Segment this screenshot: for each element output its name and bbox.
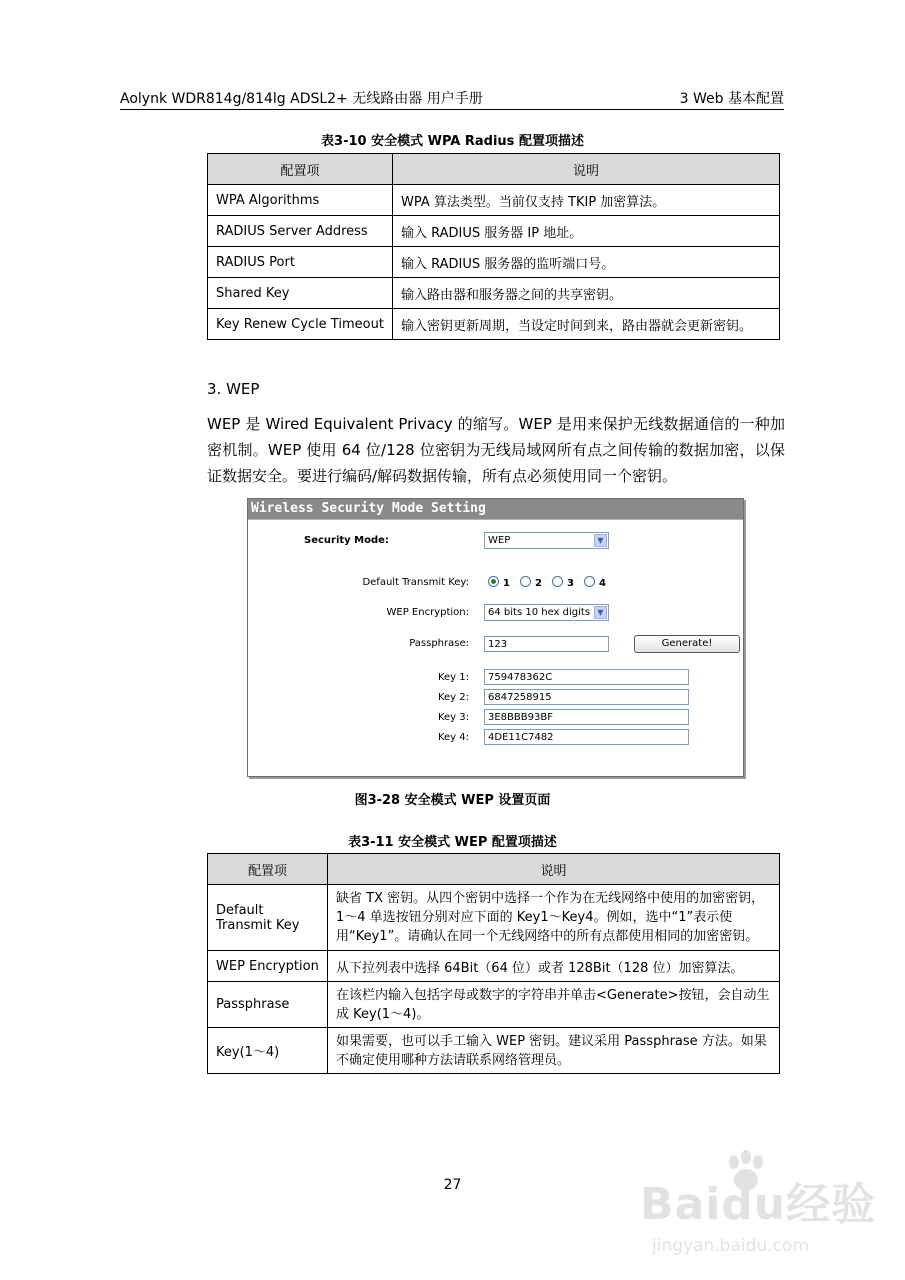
table2-caption: 表3-11 安全模式 WEP 配置项描述 (348, 835, 557, 850)
table-header-row (208, 854, 780, 885)
table-row (208, 1028, 780, 1074)
table-header-cell: 说明 (328, 854, 780, 885)
key2-label: Key 2: (437, 692, 469, 703)
table-cell: RADIUS Port (208, 247, 393, 278)
table-header-cell: 配置项 (208, 854, 328, 885)
table-header-cell: 说明 (393, 154, 780, 185)
section-title: 3. WEP (207, 380, 260, 398)
table-cell: Key Renew Cycle Timeout (208, 309, 393, 340)
table-cell: 输入 RADIUS 服务器 IP 地址。 (393, 216, 780, 247)
table2 (207, 853, 780, 1074)
table-cell: Key(1～4) (208, 1028, 328, 1074)
figure-caption: 图3-28 安全模式 WEP 设置页面 (354, 793, 551, 808)
table-row (208, 216, 780, 247)
table-cell: 输入密钥更新周期，当设定时间到来，路由器就会更新密钥。 (393, 309, 780, 340)
table-row (208, 247, 780, 278)
table-cell: 输入路由器和服务器之间的共享密钥。 (393, 278, 780, 309)
radio-label: 1 (503, 578, 510, 589)
security-mode-value: WEP (488, 535, 511, 546)
key2-input[interactable]: 6847258915 (484, 689, 689, 705)
table-cell: WPA Algorithms (208, 185, 393, 216)
table-cell: RADIUS Server Address (208, 216, 393, 247)
wep-encryption-value: 64 bits 10 hex digits (488, 607, 591, 618)
panel-divider (248, 519, 743, 520)
chevron-down-icon: ▼ (594, 534, 607, 547)
table-cell: Default Transmit Key (208, 885, 328, 951)
key3-input[interactable]: 3E8BBB93BF (484, 709, 689, 725)
generate-button[interactable]: Generate! (634, 635, 740, 653)
table-row (208, 309, 780, 340)
radio-label: 4 (599, 578, 606, 589)
table-row (208, 885, 780, 951)
radio-icon (520, 576, 531, 587)
table-row (208, 951, 780, 982)
key4-label: Key 4: (437, 732, 469, 743)
section-paragraph: WEP 是 Wired Equivalent Privacy 的缩写。WEP 是用来保护无线数据通信的一种加密机制。WEP 使用 64 位/128 位密钥为无线局域网所有点之间传输的数据加密，以保证数据安全。要进行编码/解码数据传输，所有点必须使用同一个密钥。 (207, 415, 785, 485)
header-divider (120, 109, 784, 110)
radio-label: 2 (535, 578, 542, 589)
key4-input[interactable]: 4DE11C7482 (484, 729, 689, 745)
table-cell: Passphrase (208, 982, 328, 1028)
key3-label: Key 3: (437, 712, 469, 723)
table-cell: 输入 RADIUS 服务器的监听端口号。 (393, 247, 780, 278)
radio-icon (552, 576, 563, 587)
wep-encryption-label: WEP Encryption: (386, 607, 469, 618)
security-mode-select[interactable] (484, 532, 609, 549)
table-cell: 缺省 TX 密钥。从四个密钥中选择一个作为在无线网络中使用的加密密钥，1～4 单选按钮分别对应下面的 Key1～Key4。例如，选中“1”表示使用“Key1”。请确认在同一个无线网络中的所有点都使用相同的加密密钥。 (328, 885, 780, 951)
default-key-radio-2[interactable] (520, 576, 542, 589)
panel-title: Wireless Security Mode Setting (248, 499, 743, 519)
radio-selected-icon (488, 576, 499, 587)
watermark-url: jingyan.baidu.com (652, 1236, 809, 1256)
key1-label: Key 1: (437, 672, 469, 683)
watermark-logo: Baidu经验 (640, 1179, 877, 1230)
table-cell: 如果需要，也可以手工输入 WEP 密钥。建议采用 Passphrase 方法。如果不确定使用哪种方法请联系网络管理员。 (328, 1028, 780, 1074)
table1-caption: 表3-10 安全模式 WPA Radius 配置项描述 (321, 134, 584, 149)
table-cell: 在该栏内输入包括字母或数字的字符串并单击<Generate>按钮，会自动生成 Key(1～4)。 (328, 982, 780, 1028)
baidu-jingyan-watermark (640, 1150, 877, 1270)
wep-encryption-select[interactable] (484, 604, 609, 621)
security-mode-label: Security Mode: (304, 535, 389, 546)
table-cell: WEP Encryption (208, 951, 328, 982)
radio-label: 3 (567, 578, 574, 589)
table-row (208, 278, 780, 309)
table-header-row (208, 154, 780, 185)
table-cell: Shared Key (208, 278, 393, 309)
table1 (207, 153, 780, 340)
default-key-label: Default Transmit Key: (362, 577, 469, 588)
passphrase-input[interactable]: 123 (484, 636, 609, 652)
wep-settings-screenshot (247, 498, 744, 777)
table-header-cell: 配置项 (208, 154, 393, 185)
page-number: 27 (443, 1177, 462, 1193)
default-key-radio-1[interactable] (488, 576, 510, 589)
header-chapter: 3 Web 基本配置 (679, 91, 784, 107)
passphrase-label: Passphrase: (409, 638, 469, 649)
table-cell: 从下拉列表中选择 64Bit（64 位）或者 128Bit（128 位）加密算法。 (328, 951, 780, 982)
chevron-down-icon: ▼ (594, 606, 607, 619)
table-cell: WPA 算法类型。当前仅支持 TKIP 加密算法。 (393, 185, 780, 216)
default-key-radio-4[interactable] (584, 576, 606, 589)
key1-input[interactable]: 759478362C (484, 669, 689, 685)
table-row (208, 982, 780, 1028)
table-row (208, 185, 780, 216)
radio-icon (584, 576, 595, 587)
header-title: Aolynk WDR814g/814lg ADSL2+ 无线路由器 用户手册 (120, 91, 483, 107)
default-key-radio-3[interactable] (552, 576, 574, 589)
